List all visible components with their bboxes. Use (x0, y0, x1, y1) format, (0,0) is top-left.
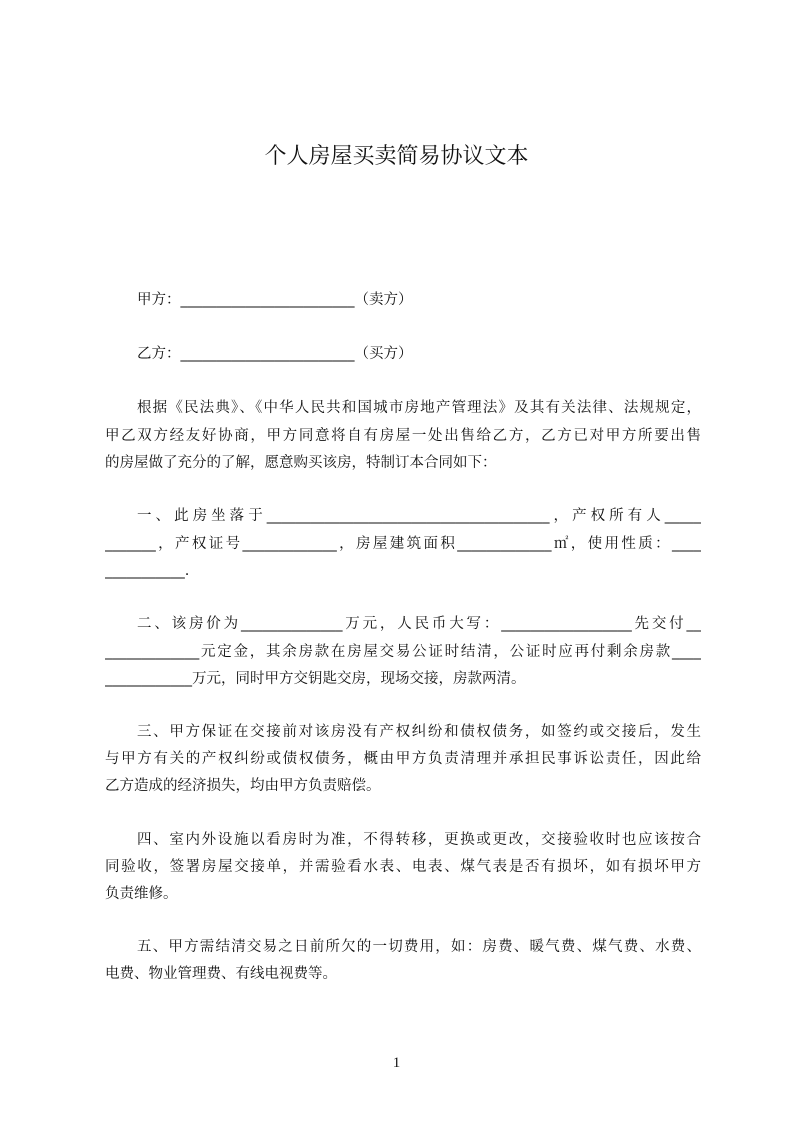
clause-2-line: 二、该房价为______________万元，人民币大写：__________________先交付__ (137, 616, 701, 632)
document-title: 个人房屋买卖简易协议文本 (264, 144, 529, 169)
party-a-line: 甲方：________________________（卖方） (137, 292, 413, 308)
clause-3-line: 三、甲方保证在交接前对该房没有产权纠纷和债权债务，如签约或交接后，发生 (137, 724, 701, 740)
clause-4-line: 四、室内外设施以看房时为准，不得转移，更换或更改，交接验收时也应该按合 (137, 832, 701, 848)
page-number: 1 (392, 1055, 401, 1071)
party-b-line: 乙方：________________________（买方） (137, 346, 413, 362)
clause-1-line: ___________. (105, 563, 190, 579)
clause-3-line: 与甲方有关的产权纠纷或债权债务，概由甲方负责清理并承担民事诉讼责任，因此给 (105, 751, 701, 767)
clause-2-line: _____________元定金，其余房款在房屋交易公证时结清，公证时应再付剩余房款____ (105, 644, 701, 660)
clause-5-line: 五、甲方需结清交易之日前所欠的一切费用，如：房费、暖气费、煤气费、水费、 (137, 939, 701, 955)
clause-1-line: _______，产权证号_____________，房屋建筑面积_____________㎡，使用性质：____ (105, 536, 701, 552)
intro-line: 根据《民法典》、《中华人民共和国城市房地产管理法》及其有关法律、法规规定， (137, 400, 701, 416)
clause-3-line: 乙方造成的经济损失，均由甲方负责赔偿。 (105, 778, 381, 794)
clause-5-line: 电费、物业管理费、有线电视费等。 (105, 966, 337, 982)
intro-line: 的房屋做了充分的了解，愿意购买该房，特制订本合同如下： (105, 455, 497, 471)
clause-2-line: ____________万元，同时甲方交钥匙交房，现场交接，房款两清。 (105, 671, 526, 687)
clause-1-line: 一、此房坐落于_______________________________________，产权所有人_____ (137, 508, 701, 524)
intro-line: 甲乙双方经友好协商，甲方同意将自有房屋一处出售给乙方，乙方已对甲方所要出售 (105, 428, 701, 444)
clause-4-line: 负责维修。 (105, 886, 178, 902)
clause-4-line: 同验收，签署房屋交接单，并需验看水表、电表、煤气表是否有损坏，如有损坏甲方 (105, 859, 701, 875)
